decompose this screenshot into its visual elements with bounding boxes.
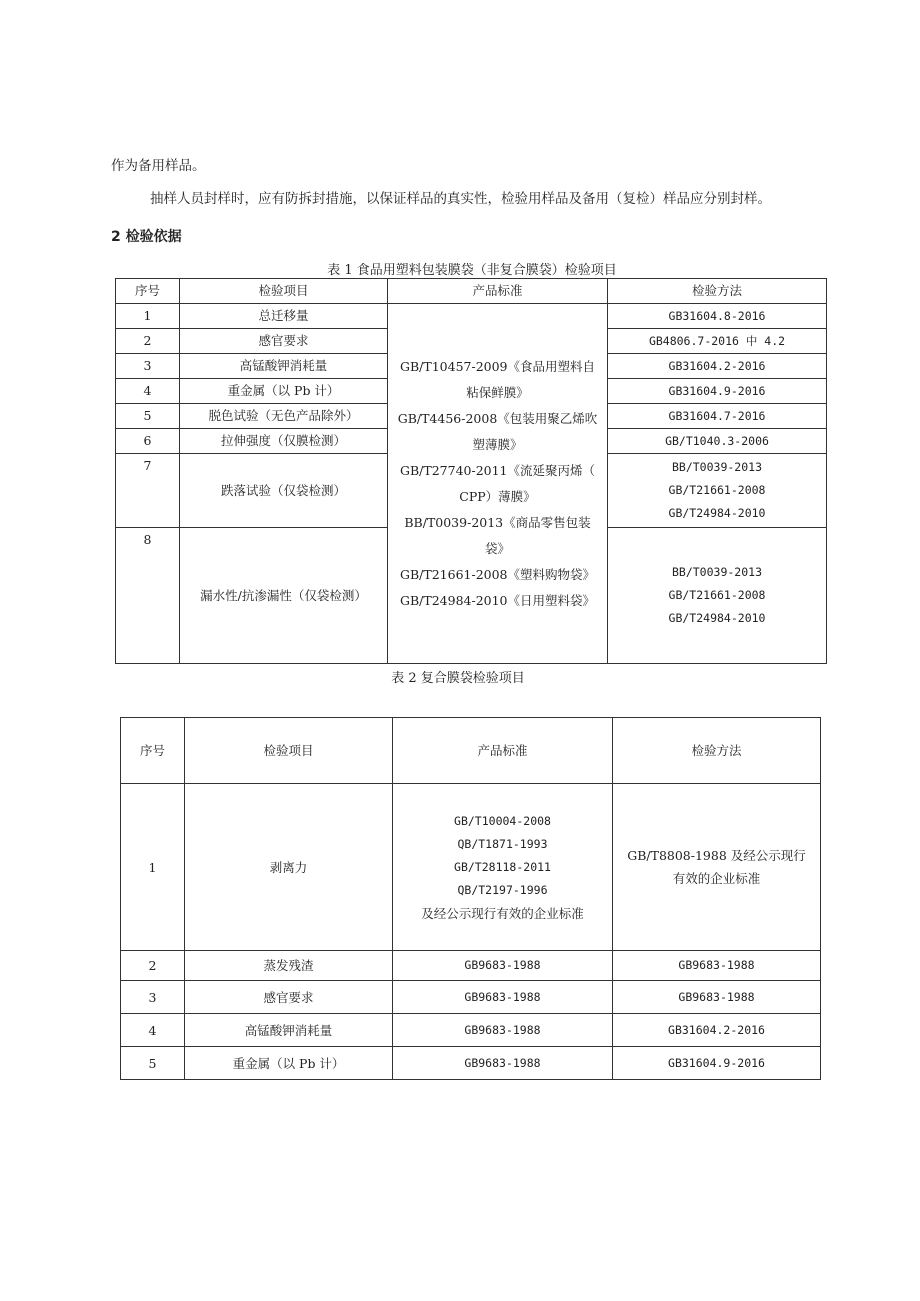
- row-no: 5: [121, 1047, 185, 1080]
- product-standard-cell: [388, 304, 608, 664]
- row-item: 感官要求: [185, 981, 393, 1014]
- row-standard: GB9683-1988: [393, 1047, 613, 1080]
- row-no: 4: [116, 379, 180, 404]
- product-standard-line: GB/T4456-2008《包装用聚乙烯吹: [397, 410, 598, 426]
- row-item: 漏水性/抗渗漏性（仅袋检测）: [180, 528, 388, 664]
- row-method: GB31604.9-2016: [613, 1047, 821, 1080]
- table1-header-standard: 产品标准: [388, 279, 608, 304]
- row-no: 1: [121, 784, 185, 951]
- row-item: 高锰酸钾消耗量: [180, 354, 388, 379]
- row-no: 2: [121, 951, 185, 981]
- method-line: BB/T0039-2013: [671, 565, 762, 579]
- table2-header-method: 检验方法: [613, 718, 821, 784]
- product-standard-line: CPP）薄膜》: [459, 488, 536, 504]
- standard-line: QB/T2197-1996: [457, 882, 548, 897]
- product-standard-line: GB/T27740-2011《流延聚丙烯（: [399, 462, 596, 478]
- table2-header-item: 检验项目: [185, 718, 393, 784]
- method-line: GB/T24984-2010: [668, 611, 766, 625]
- row-no: 8: [116, 528, 180, 664]
- row-no: 2: [116, 329, 180, 354]
- row-standard: GB9683-1988: [393, 951, 613, 981]
- row-item: 剥离力: [185, 784, 393, 951]
- row-item: 跌落试验（仅袋检测）: [180, 454, 388, 528]
- method-line: 有效的企业标准: [672, 871, 761, 886]
- table1: [115, 278, 827, 664]
- row-no: 5: [116, 404, 180, 429]
- standard-line: GB/T28118-2011: [454, 859, 551, 874]
- product-standard-line: 粘保鲜膜》: [466, 384, 529, 400]
- standard-line: GB/T10004-2008: [454, 813, 551, 828]
- table1-header-row: [116, 279, 827, 304]
- row-item: 蒸发残渣: [185, 951, 393, 981]
- row-standard: GB9683-1988: [393, 981, 613, 1014]
- table2: [120, 717, 821, 1080]
- table-row: [121, 981, 821, 1014]
- row-method: GB4806.7-2016 中 4.2: [608, 329, 827, 354]
- row-item: 感官要求: [180, 329, 388, 354]
- row-method: GB31604.8-2016: [608, 304, 827, 329]
- section-heading: 2 检验依据: [111, 229, 182, 245]
- row-standard: GB9683-1988: [393, 1014, 613, 1047]
- method-line: BB/T0039-2013: [671, 460, 762, 474]
- row-method: GB9683-1988: [613, 951, 821, 981]
- table1-header-no: 序号: [116, 279, 180, 304]
- table-row: [116, 304, 827, 329]
- product-standard-line: 塑薄膜》: [472, 436, 523, 452]
- table1-header-item: 检验项目: [180, 279, 388, 304]
- row-method: GB9683-1988: [613, 981, 821, 1014]
- row-method: [608, 454, 827, 528]
- product-standard-line: GB/T10457-2009《食品用塑料自: [399, 358, 596, 374]
- row-no: 1: [116, 304, 180, 329]
- row-method: GB31604.2-2016: [608, 354, 827, 379]
- table2-header-no: 序号: [121, 718, 185, 784]
- row-method: GB/T1040.3-2006: [608, 429, 827, 454]
- product-standard-line: GB/T21661-2008《塑料购物袋》: [399, 566, 596, 582]
- standard-line: 及经公示现行有效的企业标准: [421, 905, 584, 921]
- row-no: 3: [116, 354, 180, 379]
- method-line: GB/T21661-2008: [668, 483, 766, 497]
- row-method: GB31604.9-2016: [608, 379, 827, 404]
- table2-caption: 表 2 复合膜袋检验项目: [391, 671, 525, 686]
- row-method: [613, 784, 821, 951]
- paragraph-sealing: 抽样人员封样时，应有防拆封措施，以保证样品的真实性，检验用样品及备用（复检）样品应分别封样。: [150, 191, 771, 207]
- method-line: GB/T21661-2008: [668, 588, 766, 602]
- row-no: 7: [116, 454, 180, 528]
- product-standard-line: BB/T0039-2013《商品零售包装: [404, 514, 591, 530]
- row-item: 重金属（以 Pb 计）: [185, 1047, 393, 1080]
- product-standard-line: GB/T24984-2010《日用塑料袋》: [399, 592, 596, 608]
- table1-header-method: 检验方法: [608, 279, 827, 304]
- row-item: 脱色试验（无色产品除外）: [180, 404, 388, 429]
- row-item: 重金属（以 Pb 计）: [180, 379, 388, 404]
- row-item: 拉伸强度（仅膜检测）: [180, 429, 388, 454]
- standard-line: QB/T1871-1993: [457, 836, 548, 851]
- table-row: [121, 1014, 821, 1047]
- paragraph-continuation: 作为备用样品。: [111, 158, 206, 174]
- row-method: GB31604.2-2016: [613, 1014, 821, 1047]
- row-no: 3: [121, 981, 185, 1014]
- row-item: 总迁移量: [180, 304, 388, 329]
- row-method: [608, 528, 827, 664]
- product-standard-line: 袋》: [484, 540, 510, 556]
- table1-caption: 表 1 食品用塑料包装膜袋（非复合膜袋）检验项目: [327, 263, 617, 278]
- row-no: 4: [121, 1014, 185, 1047]
- method-line: GB/T8808-1988 及经公示现行: [627, 848, 806, 863]
- table-row: [121, 784, 821, 951]
- table2-header-row: [121, 718, 821, 784]
- row-no: 6: [116, 429, 180, 454]
- method-line: GB/T24984-2010: [668, 506, 766, 520]
- row-standard: [393, 784, 613, 951]
- table-row: [121, 1047, 821, 1080]
- table2-header-standard: 产品标准: [393, 718, 613, 784]
- table-row: [121, 951, 821, 981]
- row-item: 高锰酸钾消耗量: [185, 1014, 393, 1047]
- row-method: GB31604.7-2016: [608, 404, 827, 429]
